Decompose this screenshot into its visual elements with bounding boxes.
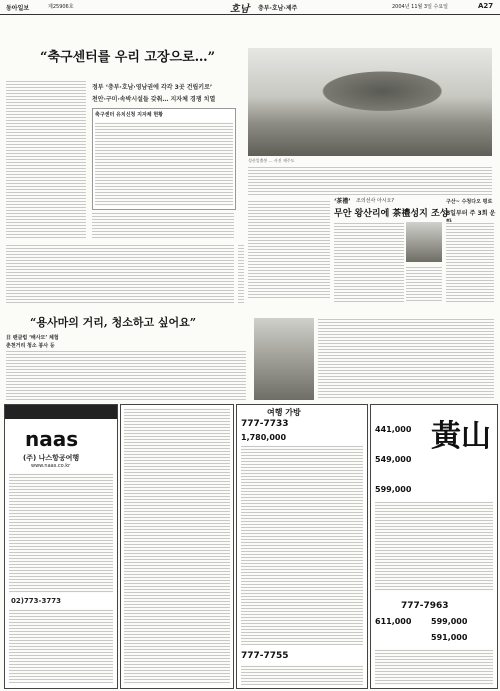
ad-naas-listing2 xyxy=(9,609,113,683)
ad-center xyxy=(236,404,368,689)
ad-right-logo: 黃山 xyxy=(431,419,491,454)
ad-small-listings-text xyxy=(124,408,230,685)
section-name: 충부·호남·제주 xyxy=(258,5,298,12)
story1-table-rows xyxy=(95,122,233,206)
story2-body xyxy=(334,222,404,302)
story2-kicker: 조의선사 아시오? xyxy=(356,198,395,204)
ad-naas-topbar xyxy=(5,405,117,419)
ad-center-price1: 1,780,000 xyxy=(241,433,287,442)
mountain-photo xyxy=(248,48,492,156)
story4-photo xyxy=(254,318,314,400)
story1-deck2: 천안·구미·속박시설들 갖춰… 지자체 경쟁 치열 xyxy=(92,96,216,103)
ad-naas-listing xyxy=(9,473,113,593)
ad-center-listing2 xyxy=(241,665,363,685)
ad-naas-logo: naas xyxy=(25,427,79,451)
ad-right-listing2 xyxy=(375,649,493,685)
ad-naas xyxy=(4,404,118,689)
story3-headline: 8일부터 주 3회 운 xyxy=(446,210,496,217)
story3-body xyxy=(446,222,494,302)
ad-right-listing xyxy=(375,501,493,591)
ad-naas-url: www.naas.co.kr xyxy=(31,463,71,469)
photo1-caption: 성산일출봉 … 사진 제주도 xyxy=(248,158,295,163)
story1-table xyxy=(92,108,236,210)
paper-name: 동아일보 xyxy=(6,5,30,12)
ad-center-phone2: 777-7755 xyxy=(241,651,289,661)
story2-photo xyxy=(406,222,442,262)
story4-kicker: 日 팬클럽 ‘배사모’ 체험 xyxy=(6,335,59,341)
ad-center-title: 여행 가방 xyxy=(267,408,301,417)
ad-right-price1: 441,000 xyxy=(375,425,412,434)
story1-body-col1 xyxy=(6,80,86,240)
section-logo: 호남 xyxy=(230,4,250,15)
ad-right-price2: 549,000 xyxy=(375,455,412,464)
story1-headline: “축구센터를 우리 고장으로…” xyxy=(40,50,216,65)
ad-right xyxy=(370,404,498,689)
story1-deck1: 정부 ‘충부·호남·영남권에 각각 3곳 건립키로’ xyxy=(92,84,213,91)
page-number: A27 xyxy=(478,2,494,10)
story1-body-col2 xyxy=(92,212,234,240)
ad-right-price4: 599,000 xyxy=(431,617,468,626)
ad-center-listing xyxy=(241,445,363,645)
story1-body-bottom xyxy=(6,244,234,304)
story2-body2 xyxy=(406,266,442,302)
issue-date: 2004년 11월 3일 수요일 xyxy=(392,4,449,10)
ad-right-phone: 777-7963 xyxy=(401,601,449,611)
story4-headline: “용사마의 거리, 청소하고 싶어요” xyxy=(30,316,197,329)
story-body-right xyxy=(248,200,330,300)
story2-headline: 무안 왕산리에 茶禮성지 조성 xyxy=(334,209,449,219)
story4-sub: 춘천거리 청소 봉사 등 xyxy=(6,343,55,349)
story4-body2 xyxy=(318,318,494,400)
ad-naas-phone: 02)773-3773 xyxy=(11,597,61,605)
ad-small-listings xyxy=(120,404,234,689)
ad-naas-company: (주) 나스항공여행 xyxy=(23,454,80,462)
story3-kicker: 구산~ 수청다오 평로 xyxy=(446,199,493,205)
ad-right-price3: 599,000 xyxy=(375,485,412,494)
story4-body xyxy=(6,350,246,400)
ad-right-price6: 591,000 xyxy=(431,633,468,642)
story2-label: ‘茶禮’ xyxy=(334,198,351,205)
ad-right-price5: 611,000 xyxy=(375,617,412,626)
story1-body-spill xyxy=(238,244,244,304)
page-header xyxy=(0,0,500,15)
issue-number: 제25906호 xyxy=(48,4,74,10)
story1-table-title: 축구센터 유치신청 지자체 현황 xyxy=(95,112,164,118)
ad-center-phone1: 777-7733 xyxy=(241,419,289,429)
photo1-caption-text xyxy=(248,166,492,196)
